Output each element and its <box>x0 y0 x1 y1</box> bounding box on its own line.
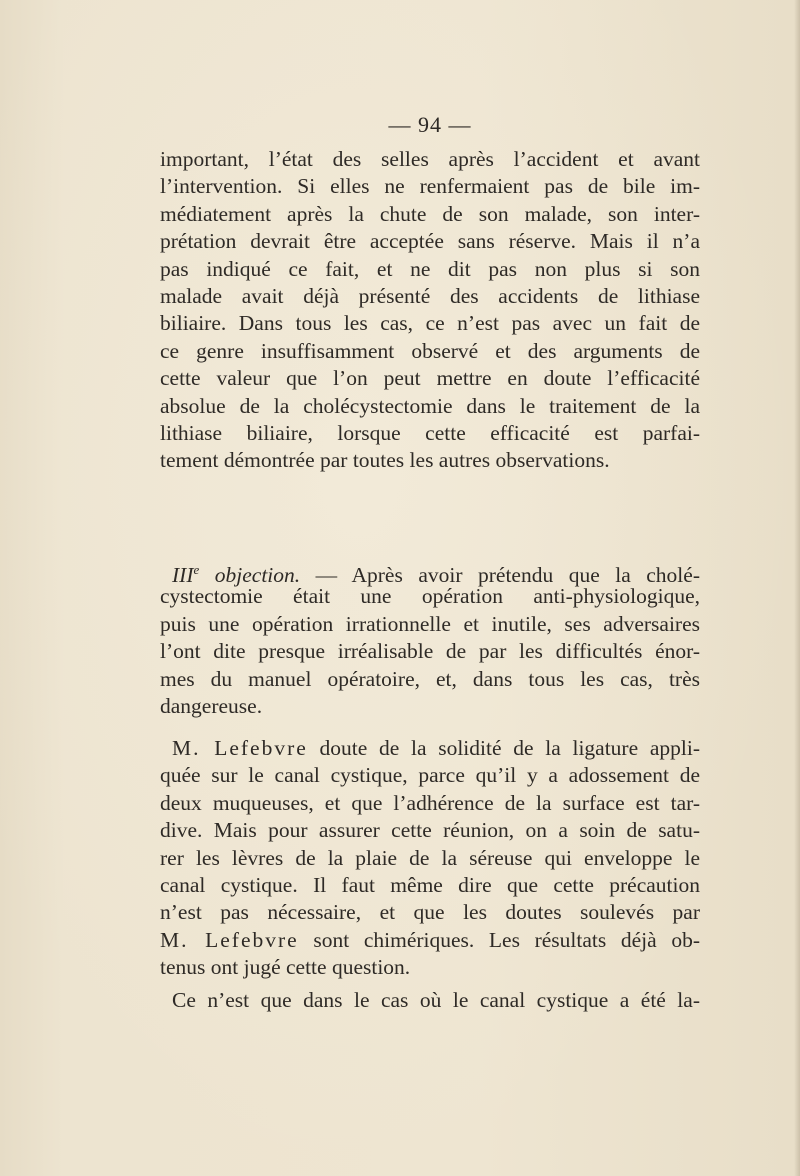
text-line: absolue de la cholécystectomie dans le traitement de la <box>160 393 700 418</box>
text-line: deux muqueuses, et que l’adhérence de la surface est tar- <box>160 790 700 815</box>
section-heading-line <box>160 556 700 588</box>
text-line: important, l’état des selles après l’accident et avant <box>160 147 700 171</box>
text-line: dive. Mais pour assurer cette réunion, on a soin de satu- <box>160 818 700 843</box>
text-fragment: doute de la solidité de la ligature appli- <box>307 736 700 760</box>
page-number: — 94 — <box>388 112 472 137</box>
text-line: puis une opération irrationnelle et inutile, ses adversaires <box>160 611 700 636</box>
text-line: l’ont dite presque irréalisable de par les difficultés énor- <box>160 639 700 664</box>
text-line: quée sur le canal cystique, parce qu’il y a adossement de <box>160 763 700 788</box>
text-line: lithiase biliaire, lorsque cette efficacité est parfai- <box>160 420 700 445</box>
text-line: biliaire. Dans tous les cas, ce n’est pas avec un fait de <box>160 311 700 336</box>
text-line: n’est pas nécessaire, et que les doutes soulevés par <box>160 900 700 925</box>
text-line: canal cystique. Il faut même dire que cette précaution <box>160 872 700 897</box>
text-line: mes du manuel opératoire, et, dans tous les cas, très <box>160 666 700 691</box>
text-line: Ce n’est que dans le cas où le canal cystique a été la- <box>172 988 700 1012</box>
heading-numeral: III <box>172 563 194 588</box>
paragraph-lefebvre <box>160 735 700 982</box>
text-line <box>160 735 700 762</box>
text-line: tement démontrée par toutes les autres observations. <box>160 448 610 473</box>
author-name: M. Lefebvre <box>172 736 308 760</box>
paragraph-objection-3 <box>160 556 700 720</box>
text-line: prétation devrait être acceptée sans réserve. Mais il n’a <box>160 229 700 254</box>
text-line: ce genre insuffisamment observé et des arguments de <box>160 338 700 363</box>
text-line: rer les lèvres de la plaie de la séreuse qui enveloppe le <box>160 845 700 870</box>
text-line: médiatement après la chute de son malade, son inter- <box>160 201 700 226</box>
page-edge <box>794 0 800 1176</box>
text-line: cette valeur que l’on peut mettre en doute l’efficacité <box>160 366 700 391</box>
text-fragment: sont chimériques. Les résultats déjà ob- <box>298 927 700 952</box>
text-line: l’intervention. Si elles ne renfermaient pas de bile im- <box>160 174 700 199</box>
text-line <box>160 927 700 954</box>
text-line: pas indiqué ce fait, et ne dit pas non plus si son <box>160 256 700 281</box>
heading-word: objection. <box>199 563 301 588</box>
text-line: dangereuse. <box>160 693 263 718</box>
text-line: tenus ont jugé cette question. <box>160 955 411 980</box>
paragraph-4 <box>160 987 700 1014</box>
text-line: cystectomie était une opération anti-physiologique, <box>160 584 700 609</box>
heading-superscript: e <box>193 562 200 577</box>
author-name: M. Lefebvre <box>160 927 299 952</box>
paragraph-1 <box>160 146 700 475</box>
text-line: malade avait déjà présenté des accidents de lithiase <box>160 283 700 308</box>
text-line: — Après avoir prétendu que la cholé- <box>300 563 700 588</box>
